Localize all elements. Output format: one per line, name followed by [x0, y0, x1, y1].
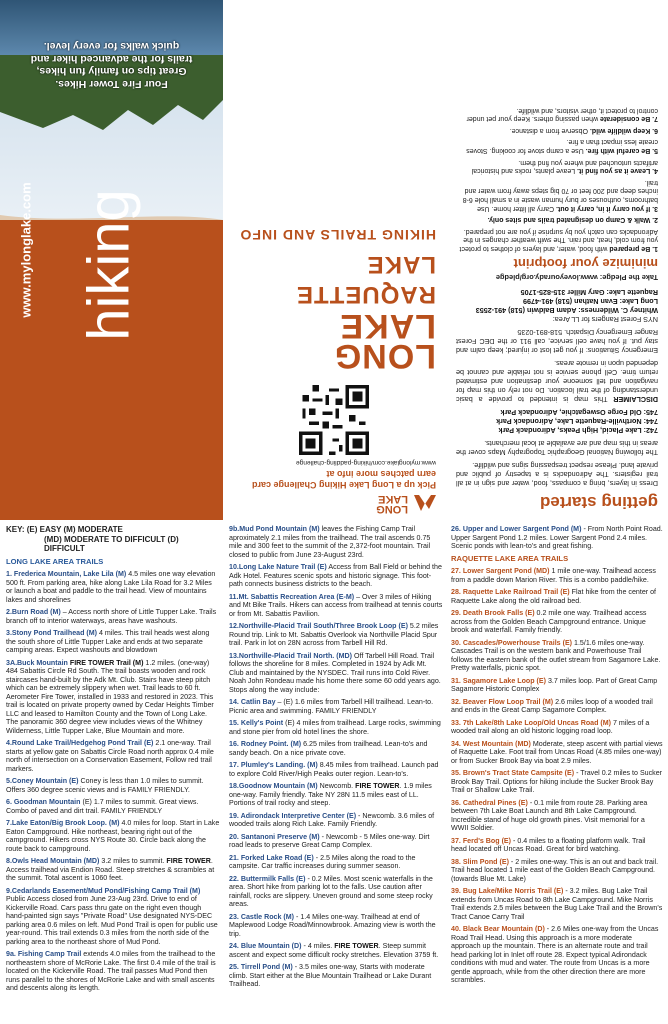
trail-name: 30. Cascades/Powerhouse Trails (E)	[451, 638, 573, 647]
fire-tower-label: FIRE TOWER Trail (M)	[67, 658, 144, 667]
trail-name: 10.Long Lake Nature Trail (E)	[229, 563, 327, 571]
raquette-section-heading: RAQUETTE LAKE AREA TRAILS	[451, 553, 569, 563]
trail-name: 9a. Fishing Camp Trail	[6, 950, 82, 958]
trail-entry: 35. Brown's Tract State Campsite (E) - Travel 0.2 miles to Sucker Brook Bay Trail. Options for hiking include the Sucker Brook Bay Trail or Shallow Lake Trail.	[451, 769, 663, 794]
trail-entry: 39. Bug Lake/Mike Norris Trail (E) - 3.2 miles. Bug Lake Trail extends from Uncas Road to 8th Lake Campground. Mike Norris Trail extends 2.5 miles between the Bug Lake Trail and the Brown's Tract Canoe Carry Trail	[451, 887, 663, 921]
trail-entry: 32. Beaver Flow Loop Trail (M) 2.6 miles loop of a wooded trail and ends in the Great Camp Sagamore Complex.	[451, 697, 653, 714]
footprint-rule: 3. If you carry it in, carry it out. Carry all litter home. Use bathrooms, outhouses or bury human waste in a small hole 6-8 inches deep and 200 feet or 70 big steps away from water and trail.	[462, 178, 658, 212]
trail-list-1	[6, 570, 220, 993]
trail-entry: 24. Blue Mountain (D) - 4 miles. FIRE TOWER. Steep summit ascent and expect some difficult rocky stretches. Elevation 3759 ft.	[229, 942, 439, 959]
trail-name: 29. Death Brook Falls (E)	[451, 609, 535, 617]
trail-entry: 3A.Buck Mountain FIRE TOWER Trail (M) 1.2 miles. (one-way) 484 Sabattis Circle Rd South. The trail boasts wooden and rock staircases hand-built by the Adk Mt. Club. Stairs have steep pitch which can be extremely slippery when wet. Trail leads to 60 ft. Aerometer Fire Tower, installed in 1933 and restored in 2023. This trail is located on private property owned by Cedar Heights Timber LLC and leased to Hamilton County and the Town of Long Lake. The panoramic 360 degree view includes views of the Whitney Wilderness, Little Tupper Lake, Blue Mountain and more.	[6, 658, 214, 735]
challenge-url[interactable]: www.mylonglake.com/hiking-paddling-challenge	[295, 459, 436, 466]
trail-entry: 3.Stony Pond Trailhead (M) 4 miles. This trail heads west along the south shore of Little Tupper Lake and ends at two separate camping areas. Expect washouts and blowdown	[6, 629, 210, 654]
qr-code-icon[interactable]	[300, 385, 370, 455]
getting-started-column	[446, 0, 668, 520]
trail-name: 25. Tirrell Pond (M)	[229, 963, 293, 971]
logo-line-2: LAKE	[378, 493, 408, 505]
trail-name: 11.Mt. Sabattis Recreation Area (E-M)	[229, 592, 355, 601]
footprint-rule: 1. Be prepared with food, water, and layers of clothes to protect you from cold, heat, and rain. The swift weather changes in the Adirondacks can catch you by surprise if you are not prepared.	[459, 227, 658, 252]
trail-entry: 38. Slim Pond (E) - 2 miles one-way. This is an out and back trail. Trail head located 1 mile east of the Golden Beach Campground. (towards Blue Mt. Lake)	[451, 857, 659, 883]
tagline-line: Four Fire Tower Hikes.	[55, 78, 168, 90]
map-744: 744: Northville-Raquette Lake, Adirondack Park	[496, 417, 658, 426]
ranger-long-lake: Long Lake: Evan Nathan (518) 491-4799	[522, 297, 658, 306]
trail-entry: 37. Ferd's Bog (E) - 0.4 miles to a floating platform walk. Trail head located off Uncas Road. Great for bird watching.	[451, 836, 646, 853]
trail-name: 5.Coney Mountain (E)	[6, 777, 79, 785]
trail-entry: 16. Rodney Point. (M) 6.25 miles from trailhead. Lean-to's and sandy beach. On a nice private cove.	[229, 740, 428, 757]
trail-name: 31. Sagamore Lake Loop (E)	[451, 676, 547, 685]
svg-text:www.mylonglake.com: www.mylonglake.com	[18, 182, 34, 318]
trail-name: 33. 7th Lake/8th Lake Loop/Old Uncas Road (M)	[451, 718, 612, 727]
trail-entry: 15. Kelly's Point (E) 4 miles from trailhead. Large rocks, swimming and stone pier from old hotel lines the shore.	[229, 719, 441, 736]
trail-name: 28. Raquette Lake Railroad Trail (E)	[451, 588, 570, 596]
trail-name: 21. Forked Lake Road (E)	[229, 853, 314, 862]
title-long-lake: LONG LAKE	[333, 307, 436, 375]
trail-entry: 33. 7th Lake/8th Lake Loop/Old Uncas Road (M) 7 miles of a wooded trail along an old historic logging road loop.	[451, 718, 650, 735]
trail-entry: 40. Black Bear Mountain (D) - 2.6 Miles one-way from the Uncas Road Trail Head. Using this approach is a more moderate approach up the mountain. There is an alternate route and trail head parking lot in Inlet off route 28. Expect typical Adirondack conditions with mud and water. The route from Uncas is a more gentle approach, while from the other direction there are more scrambles.	[451, 925, 659, 984]
trail-name: 35. Brown's Tract State Campsite (E)	[451, 769, 575, 777]
trail-entry: 9a. Fishing Camp Trail extends 4.0 miles from the trailhead to the northeastern shore of McRorie Lake. The first 0.4 mile of the trail is located on the Kickerville Road. The trail passes Mud Pond then runs parallel to the shores of McRorie Lake and with small ascents and descents along its length.	[6, 950, 216, 992]
trail-list-3b	[451, 567, 663, 985]
trail-entry: 27. Lower Sargent Pond (MD) 1 mile one-way. Trailhead access from a paddle down Marion River. This is a combo paddle/hike.	[451, 567, 656, 584]
tagline-block	[0, 0, 223, 220]
trail-name: 24. Blue Mountain (D)	[229, 942, 302, 950]
title-raquette-lake: RAQUETTE LAKE	[296, 251, 436, 308]
map-745: 745: Old Forge Oswegatchie, Adirondack Park	[500, 408, 658, 417]
footprint-rule: 7. Be considerate when passing others. Keep your pet under control to protect it, other visitors, and wildlife.	[466, 106, 658, 123]
trail-name: 14. Catlin Bay	[229, 698, 276, 706]
trail-name: 15. Kelly's Point	[229, 719, 284, 727]
trail-name: 4.Round Lake Trail/Hedgehog Pond Trail (E)	[6, 739, 154, 747]
trail-name: 7.Lake Eaton/Big Brook Loop. (M)	[6, 819, 120, 827]
trail-entry: 21. Forked Lake Road (E) - 2.5 Miles along the road to the campsite. Car traffic increases during summer season.	[229, 853, 416, 870]
trail-list-2	[229, 525, 443, 989]
trail-name: 36. Cathedral Pines (E)	[451, 798, 528, 807]
trail-name: 8.Owls Head Mountain (MD)	[6, 857, 100, 865]
trail-listing-panel	[0, 521, 668, 1024]
trail-entry: 9.Cedarlands Easement/Mud Pond/Fishing Camp Trail (M) Public Access closed from June 23-Aug 23rd. Drive to end of Kickerville Road. Cars pass thru gate on the right even though hand-painted sign says "Private Road" Use designated NYS-DEC parking area 0.6 miles on left. Mud Pond Trail is open for public use year-round. This trail extends 0.3 miles from the north side of the parking area to the northeast shore of Mud Pond.	[6, 886, 218, 946]
trail-entry: 12.Northville-Placid Trail South/Three Brook Loop (E) 5.2 miles Round trip. Link to Mt. Sabattis Overlook via Northville Placid Spur trail. Park in lot on 28N across from Tarbell Hill Rd.	[229, 622, 439, 647]
trail-list-3a	[451, 525, 663, 551]
trail-name: 3.Stony Pond Trailhead (M)	[6, 629, 98, 637]
trail-name: 2.Burn Road (M)	[6, 608, 61, 616]
trail-entry: 31. Sagamore Lake Loop (E) 3.7 miles loop. Part of Great Camp Sagamore Historic Complex	[451, 676, 658, 693]
trail-entry: 18.Goodnow Mountain (M) Newcomb. FIRE TOWER. 1.9 miles one-way. Family friendly. Take NY 28N 11.5 miles east of LL. Portions of trail rocky and steep.	[229, 782, 432, 807]
footprint-rule: 5. Be careful with fire. Use a camp stove for cooking. Stoves create less impact than a fire.	[466, 138, 658, 155]
trail-name: 32. Beaver Flow Loop Trail (M)	[451, 697, 554, 706]
trail-entry: 36. Cathedral Pines (E) - 0.1 mile from route 28. Parking area between 7th Lake Boat Launch and 8th Lake Campground. Incredible stand of huge old growth pines. Visit memorial for a WWII Soldier.	[451, 798, 648, 832]
long-lake-section-heading: LONG LAKE AREA TRAILS	[6, 556, 104, 566]
footprint-title: minimize your footprint	[513, 256, 658, 271]
map-742: 742: Lake Placid, High Peaks, Adirondack Park	[498, 426, 658, 435]
tagline-line: Great tips on family fun hikes,	[36, 65, 187, 78]
trail-name: 20. Santanoni Preserve (M)	[229, 832, 320, 841]
trail-name: 6. Goodman Mountain	[6, 798, 81, 806]
trail-entry: 19. Adirondack Interpretive Center (E) - Newcomb. 3.6 miles of wooded trails along Rich Lake. Family Friendly.	[229, 811, 435, 828]
title-column	[223, 0, 446, 520]
trail-entry: 22. Buttermilk Falls (E) - 0.2 Miles. Most scenic waterfalls in the area. Short hike from parking lot to the falls. Use caution after rainfall, rocks are slippery. Uneven ground and some steep rocky areas.	[229, 874, 433, 908]
footprint-rule: 4. Leave it as you find it. Leave plants, rocks and historical artifacts untouched and where you find them.	[471, 158, 658, 175]
svg-text:hiking: hiking	[76, 189, 142, 341]
key-line-2: (MD) MODERATE TO DIFFICULT (D) DIFFICULT	[44, 534, 179, 553]
trail-entry: 26. Upper and Lower Sargent Pond (M) - From North Point Road. Upper Sargent Pond 1.2 miles. Lower Sargent Pond 2.4 miles. Scenic ponds with lean-to's and great fishing.	[451, 525, 663, 550]
trail-name: 27. Lower Sargent Pond (MD)	[451, 567, 550, 575]
getting-started-para: Dress in layers, bring a compass, food, water and sign in at all trail registers. The Adirondacks is a tapestry of public and private land. Please respect trespassing signs and wildlife.	[456, 461, 658, 488]
challenge-text: Pick up a Long Lake Hiking Challenge card earn patches more info at	[251, 469, 436, 490]
footprint-rule: 6. Keep wildlife wild. Observe from a distance.	[509, 126, 658, 134]
trail-column-2	[229, 525, 443, 993]
fire-tower-label: FIRE TOWER	[353, 782, 400, 790]
trail-name: 26. Upper and Lower Sargent Pond (M)	[451, 525, 582, 533]
trail-name: 23. Castle Rock (M)	[229, 912, 295, 921]
fire-tower-label: FIRE TOWER	[164, 857, 211, 865]
long-lake-logo	[233, 494, 436, 514]
trail-entry: 5.Coney Mountain (E) Coney is less than 1.0 miles to summit. Offers 360 degree scenic views and is FAMILY FRIENDLY.	[6, 777, 204, 794]
trail-name: 9b.Mud Pond Mountain (M)	[229, 525, 320, 533]
emergency-text: Emergency Situations: If you get lost or injured; keep calm and stay put. If you have cell service, call 911 or the DEC Forest Ranger Emergency Dispatch. 518-891-0235	[456, 328, 658, 355]
trail-entry: 2.Burn Road (M) – Access north shore of Little Tupper Lake. Trails branch off to interior waterways, areas have washouts.	[6, 608, 217, 625]
trail-entry: 23. Castle Rock (M) - 1.4 Miles one-way. Trailhead at end of Maplewood Lodge Road/Minnowbrook. Amazing view is worth the trip.	[229, 912, 436, 938]
fire-tower-label: FIRE TOWER	[332, 942, 379, 950]
trail-name: 34. West Mountain (MD)	[451, 739, 531, 748]
title-subtitle: HIKING TRAILS AND INFO	[239, 227, 436, 243]
tagline-line: quick walks for every level.	[43, 40, 180, 53]
trail-name: 17. Plumley's Landing. (M)	[229, 761, 318, 769]
disclaimer-text: This map is intended to provide a basic understanding of the trail location. Do not rely on this map for navigation and tell someone your destination and estimated return time. Cell phone service is not reliable and cannot be depended upon in remote areas.	[456, 359, 658, 404]
trail-name: 9.Cedarlands Easement/Mud Pond/Fishing Camp Trail (M)	[6, 886, 201, 895]
logo-line-1: LONG	[376, 503, 408, 515]
maps-intro: The following National Geographic Topography Maps cover the areas in this map and are available at local merchants.	[456, 439, 658, 457]
getting-started-title: getting started	[539, 493, 658, 512]
trail-entry: 8.Owls Head Mountain (MD) 3.2 miles to summit. FIRE TOWER. Access trailhead via Endion Road. Steep stretches & scrambles at the summit. Total ascent is 1060 feet.	[6, 857, 215, 882]
trail-entry: 4.Round Lake Trail/Hedgehog Pond Trail (E) 2.1 one-way. Trail starts at yellow gate on Sabattis Circle Road north approx 0.4 mile north of intersection on a Conservation Easement, Follow red trail markers.	[6, 739, 214, 773]
rangers-intro: NYS Forest Rangers for LL Area:	[552, 315, 658, 324]
trail-column-1	[6, 525, 220, 997]
trail-name: 39. Bug Lake/Mike Norris Trail (E)	[451, 887, 564, 895]
trail-name: 40. Black Bear Mountain (D)	[451, 925, 545, 933]
trail-name: 18.Goodnow Mountain (M)	[229, 782, 318, 790]
trail-name: 13.Northville-Placid Trail North. (MD)	[229, 651, 352, 660]
pledge-text: Take the Pledge: www.loveyourady.org/pledge	[495, 273, 658, 282]
trail-name: 3A.Buck Mountain	[6, 658, 68, 667]
trail-name: 22. Buttermilk Falls (E)	[229, 874, 306, 883]
trail-entry: 1. Frederica Mountain, Lake Lila (M) 4.5 miles one way elevation 500 ft. From parking area, hike along Lake Lila Road for 3.2 Miles or launch a boat and paddle to the trail head. View of mountains lakes and shorelines	[6, 570, 216, 604]
trail-name: 37. Ferd's Bog (E)	[451, 836, 512, 845]
key-line-1: KEY: (E) EASY (M) MODERATE	[6, 525, 123, 534]
trail-entry: 9b.Mud Pond Mountain (M) leaves the Fishing Camp Trail aproximately 2.1 miles from the trailhead. The trail ascends 0.75 mile and 300 feet to the summit of the 2,372-foot mountain. Trail closed to public from June 23-August 23rd.	[229, 525, 431, 559]
trail-entry: 6. Goodman Mountain (E) 1.7 miles to summit. Great views. Combo of paved and dirt trail. FAMILY FRIENDLY	[6, 798, 199, 815]
footprint-rules	[446, 105, 668, 252]
disclaimer-label: DISCLAIMER	[613, 395, 658, 404]
mountain-logo-icon	[414, 495, 436, 513]
trail-entry: 17. Plumley's Landing. (M) 8.45 miles from trailhead. Launch pad to explore Cold River/High Peaks outer region. Lean-to's.	[229, 761, 439, 778]
trail-entry: 25. Tirrell Pond (M) - 3.5 miles one-way, Starts with moderate climb. Start either at the Blue Mountain Trailhead or Lake Durant Trailhead.	[229, 963, 432, 988]
tagline-line: trails for the advanced hiker and	[30, 53, 193, 65]
trail-name: 1. Frederica Mountain, Lake Lila (M)	[6, 570, 127, 578]
ranger-raquette: Raquette Lake: Gary Miller 315-825-1705	[520, 288, 658, 297]
trail-entry: 34. West Mountain (MD) Moderate, steep ascent with partial views of Raquette Lake. Foot trail from Uncas Road (4.85 miles one-way) or from Sucker Brook Bay via boat 2.9 miles.	[451, 739, 663, 765]
trail-name: 16. Rodney Point. (M)	[229, 740, 302, 748]
cover-photo-column	[0, 0, 223, 520]
trail-entry: 30. Cascades/Powerhouse Trails (E) 1.5/1.6 miles one-way. Cascades Trail is on the western bank and Powerhouse Trail follows the eastern bank of the outlet stream from Sagamore Lake. Pretty waterfalls, picnic spot.	[451, 638, 661, 672]
trail-entry: 13.Northville-Placid Trail North. (MD) Off Tarbell Hill Road. Trail follows the shoreline for 8 miles. Completed in 1924 by Adk Mt. Club and maintained by the NYSDEC. Trail runs into Cold River. Noah John Rondeau made his home there some 60 odd years ago. Stops along the way include:	[229, 651, 441, 694]
trail-entry: 29. Death Brook Falls (E) 0.2 mile one way. Trailhead access across from the Golden Beach Campground entrance. Unique brook and waterfall. Family friendly.	[451, 609, 647, 634]
trail-name: 12.Northville-Placid Trail South/Three Brook Loop (E)	[229, 622, 408, 630]
trail-name: 19. Adirondack Interpretive Center (E)	[229, 811, 357, 820]
trail-name: 38. Slim Pond (E)	[451, 857, 509, 866]
footprint-rule: 2. Walk & Camp on designated trails and sites only.	[487, 216, 658, 224]
trail-entry: 14. Catlin Bay – (E) 1.6 miles from Tarbell Hill trailhead. Lean-to. Picnic area and swimming. FAMILY FRIENDLY	[229, 698, 434, 715]
trail-entry: 7.Lake Eaton/Big Brook Loop. (M) 4.0 miles for loop. Start in Lake Eaton Campground. Hike northeast, bearing right out of the campground. Hikers cross NYS Route 30. Circle back along the route back to campground.	[6, 819, 220, 853]
trail-entry: 20. Santanoni Preserve (M) - Newcomb - 5 Miles one-way. Dirt road leads to preserve Great Camp Complex.	[229, 832, 430, 849]
trail-entry: 28. Raquette Lake Railroad Trail (E) Flat hike from the center of Raquette Lake along the old railroad bed.	[451, 588, 657, 605]
trail-entry: 11.Mt. Sabattis Recreation Area (E-M) – Over 3 miles of Hiking and Mt Bike Trails. Hikers can access from trailhead at tennis courts or from Mt. Sabattis Pavilion.	[229, 592, 443, 618]
trail-column-3	[451, 525, 663, 989]
ranger-whitney: Whitney C. Wilderness: Adam Baldwin (518) 491-2553	[475, 306, 658, 315]
trail-entry: 10.Long Lake Nature Trail (E) Access from Ball Field or behind the Adk Hotel. Features scenic spots and historic signage. This foot-path connects business districts to the beach.	[229, 563, 442, 588]
